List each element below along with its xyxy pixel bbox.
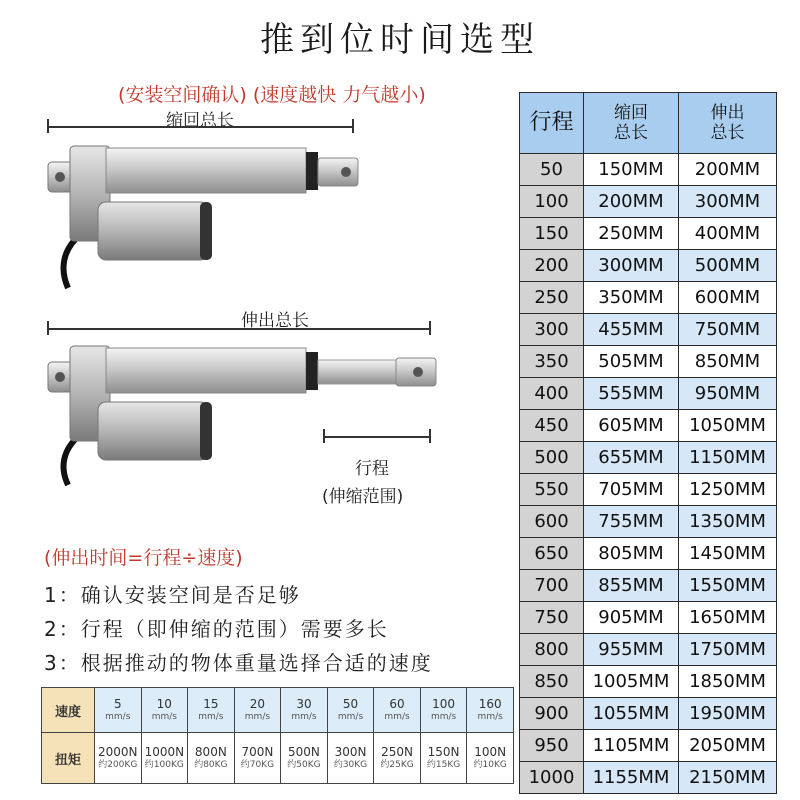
spec-cell-stroke: 50 [520, 154, 584, 186]
spec-cell-retracted: 955MM [584, 634, 679, 666]
spec-cell-retracted: 1155MM [584, 762, 679, 794]
spec-cell-retracted: 1005MM [584, 666, 679, 698]
force-value: 700N [241, 745, 274, 759]
spec-table-row [520, 250, 777, 282]
spec-cell-extended: 2150MM [679, 762, 777, 794]
spec-cell-retracted: 1105MM [584, 730, 679, 762]
spec-cell-stroke: 650 [520, 538, 584, 570]
spec-cell-retracted: 150MM [584, 154, 679, 186]
weight-value: 约200KG [98, 760, 138, 770]
spec-cell-extended: 1250MM [679, 474, 777, 506]
spec-table-row [520, 570, 777, 602]
steps-list [44, 578, 433, 680]
formula-text: (伸出时间=行程÷速度) [44, 547, 243, 569]
spec-cell-extended: 1450MM [679, 538, 777, 570]
speed-unit: mm/s [291, 712, 317, 722]
spec-cell-retracted: 605MM [584, 410, 679, 442]
spec-cell-extended: 500MM [679, 250, 777, 282]
spec-cell-retracted: 200MM [584, 186, 679, 218]
spec-cell-extended: 1050MM [679, 410, 777, 442]
spec-cell-extended: 600MM [679, 282, 777, 314]
torque-cell [95, 733, 142, 784]
spec-cell-extended: 1750MM [679, 634, 777, 666]
speed-unit: mm/s [105, 712, 131, 722]
spec-table-row [520, 442, 777, 474]
spec-cell-stroke: 450 [520, 410, 584, 442]
speed-value: 160 [478, 697, 502, 711]
spec-cell-stroke: 350 [520, 346, 584, 378]
top-note: (安装空间确认) (速度越快 力气越小) [118, 84, 426, 106]
spec-header-retracted [584, 93, 679, 154]
spec-table-row [520, 282, 777, 314]
spec-table-row [520, 410, 777, 442]
spec-cell-stroke: 750 [520, 602, 584, 634]
extended-dimension-line [47, 328, 430, 330]
speed-unit: mm/s [198, 712, 224, 722]
spec-cell-retracted: 655MM [584, 442, 679, 474]
speed-header: 速度 [42, 688, 95, 733]
speed-value: 20 [249, 697, 266, 711]
spec-table-row [520, 218, 777, 250]
torque-cell [234, 733, 281, 784]
force-value: 250N [381, 745, 413, 759]
retracted-length-label: 缩回总长 [166, 111, 234, 131]
spec-cell-retracted: 855MM [584, 570, 679, 602]
spec-table-row [520, 634, 777, 666]
spec-cell-stroke: 150 [520, 218, 584, 250]
speed-unit: mm/s [337, 712, 364, 722]
spec-cell-retracted: 250MM [584, 218, 679, 250]
spec-cell-retracted: 300MM [584, 250, 679, 282]
spec-table-row [520, 346, 777, 378]
actuator-retracted-image [40, 140, 370, 290]
spec-cell-extended: 1350MM [679, 506, 777, 538]
spec-cell-stroke: 850 [520, 666, 584, 698]
spec-cell-stroke: 550 [520, 474, 584, 506]
spec-cell-extended: 850MM [679, 346, 777, 378]
spec-table-row [520, 730, 777, 762]
step-item: 2：行程（即伸缩的范围）需要多长 [44, 617, 389, 641]
spec-table-row [520, 154, 777, 186]
torque-header: 扭矩 [42, 733, 95, 784]
spec-cell-retracted: 755MM [584, 506, 679, 538]
spec-cell-extended: 950MM [679, 378, 777, 410]
spec-cell-stroke: 1000 [520, 762, 584, 794]
speed-value: 15 [203, 697, 219, 711]
speed-unit: mm/s [384, 712, 410, 722]
dimension-tick [47, 119, 49, 133]
torque-cell [420, 733, 467, 784]
spec-table-row [520, 698, 777, 730]
speed-value: 10 [156, 697, 172, 711]
spec-cell-retracted: 455MM [584, 314, 679, 346]
spec-cell-extended: 1550MM [679, 570, 777, 602]
weight-value: 约70KG [240, 760, 275, 770]
speed-cell [281, 688, 328, 733]
speed-unit: mm/s [430, 712, 457, 722]
spec-cell-extended: 1950MM [679, 698, 777, 730]
stroke-dimension-line [323, 436, 431, 438]
spec-cell-extended: 1650MM [679, 602, 777, 634]
speed-unit: mm/s [244, 712, 271, 722]
spec-cell-stroke: 950 [520, 730, 584, 762]
spec-table-row [520, 314, 777, 346]
speed-row [42, 688, 514, 733]
weight-value: 约30KG [333, 760, 368, 770]
speed-value: 30 [296, 697, 312, 711]
speed-value: 50 [342, 697, 359, 711]
spec-cell-stroke: 250 [520, 282, 584, 314]
spec-cell-retracted: 905MM [584, 602, 679, 634]
speed-cell [327, 688, 374, 733]
torque-cell [374, 733, 421, 784]
stroke-range-label: (伸缩范围) [322, 487, 404, 507]
spec-table-row [520, 378, 777, 410]
spec-cell-extended: 750MM [679, 314, 777, 346]
spec-cell-stroke: 200 [520, 250, 584, 282]
speed-value: 100 [432, 697, 456, 711]
dimension-tick [429, 429, 431, 443]
weight-value: 约50KG [287, 760, 321, 770]
torque-cell [281, 733, 328, 784]
speed-unit: mm/s [477, 712, 503, 722]
torque-row [42, 733, 514, 784]
spec-cell-retracted: 350MM [584, 282, 679, 314]
torque-cell [141, 733, 188, 784]
force-value: 500N [288, 745, 320, 759]
extended-length-label: 伸出总长 [241, 311, 309, 331]
spec-cell-retracted: 705MM [584, 474, 679, 506]
force-value: 100N [474, 745, 507, 759]
spec-table-row [520, 762, 777, 794]
dimension-tick [47, 321, 49, 335]
weight-value: 约10KG [473, 760, 507, 770]
weight-value: 约80KG [194, 760, 228, 770]
speed-value: 5 [113, 697, 122, 711]
spec-header-stroke-text: 行程 [529, 110, 574, 135]
speed-cell [420, 688, 467, 733]
spec-cell-stroke: 300 [520, 314, 584, 346]
spec-cell-stroke: 500 [520, 442, 584, 474]
spec-header-extended-text: 伸出 总长 [710, 103, 745, 143]
spec-cell-retracted: 805MM [584, 538, 679, 570]
spec-cell-retracted: 505MM [584, 346, 679, 378]
speed-cell [95, 688, 142, 733]
spec-table-row [520, 506, 777, 538]
spec-cell-extended: 400MM [679, 218, 777, 250]
speed-value: 60 [389, 697, 405, 711]
speed-cell [234, 688, 281, 733]
dimension-tick [323, 429, 325, 443]
spec-cell-stroke: 900 [520, 698, 584, 730]
spec-table-row [520, 602, 777, 634]
force-value: 2000N [98, 745, 138, 759]
speed-cell [374, 688, 421, 733]
page-title: 推到位时间选型 [260, 20, 540, 60]
spec-table-row [520, 186, 777, 218]
speed-cell [467, 688, 514, 733]
spec-header-retracted-text: 缩回 总长 [614, 103, 648, 143]
speed-cell [188, 688, 235, 733]
dimension-tick [352, 119, 354, 133]
spec-cell-extended: 1150MM [679, 442, 777, 474]
spec-table-row [520, 474, 777, 506]
stroke-label: 行程 [355, 459, 389, 479]
spec-cell-extended: 300MM [679, 186, 777, 218]
spec-cell-stroke: 600 [520, 506, 584, 538]
spec-cell-extended: 2050MM [679, 730, 777, 762]
speed-unit: mm/s [151, 712, 177, 722]
torque-cell [467, 733, 514, 784]
spec-table-row [520, 666, 777, 698]
spec-cell-stroke: 400 [520, 378, 584, 410]
spec-cell-stroke: 100 [520, 186, 584, 218]
spec-cell-retracted: 555MM [584, 378, 679, 410]
force-value: 1000N [144, 745, 185, 759]
spec-table-header-row [520, 93, 777, 154]
speed-torque-table [41, 687, 514, 784]
spec-header-extended [679, 93, 777, 154]
step-item: 1：确认安装空间是否足够 [44, 583, 301, 607]
retracted-dimension-line [47, 126, 354, 128]
spec-header-stroke [520, 93, 584, 154]
spec-cell-extended: 200MM [679, 154, 777, 186]
force-value: 800N [194, 745, 227, 759]
dimension-tick [429, 321, 431, 335]
weight-value: 约100KG [144, 760, 184, 770]
weight-value: 约25KG [380, 760, 414, 770]
torque-cell [188, 733, 235, 784]
speed-cell [141, 688, 188, 733]
force-value: 300N [334, 745, 367, 759]
spec-cell-retracted: 1055MM [584, 698, 679, 730]
weight-value: 约15KG [426, 760, 461, 770]
force-value: 150N [427, 745, 460, 759]
torque-cell [327, 733, 374, 784]
spec-cell-extended: 1850MM [679, 666, 777, 698]
spec-table-row [520, 538, 777, 570]
spec-table [519, 92, 777, 794]
spec-cell-stroke: 800 [520, 634, 584, 666]
spec-cell-stroke: 700 [520, 570, 584, 602]
step-item: 3：根据推动的物体重量选择合适的速度 [44, 651, 433, 675]
